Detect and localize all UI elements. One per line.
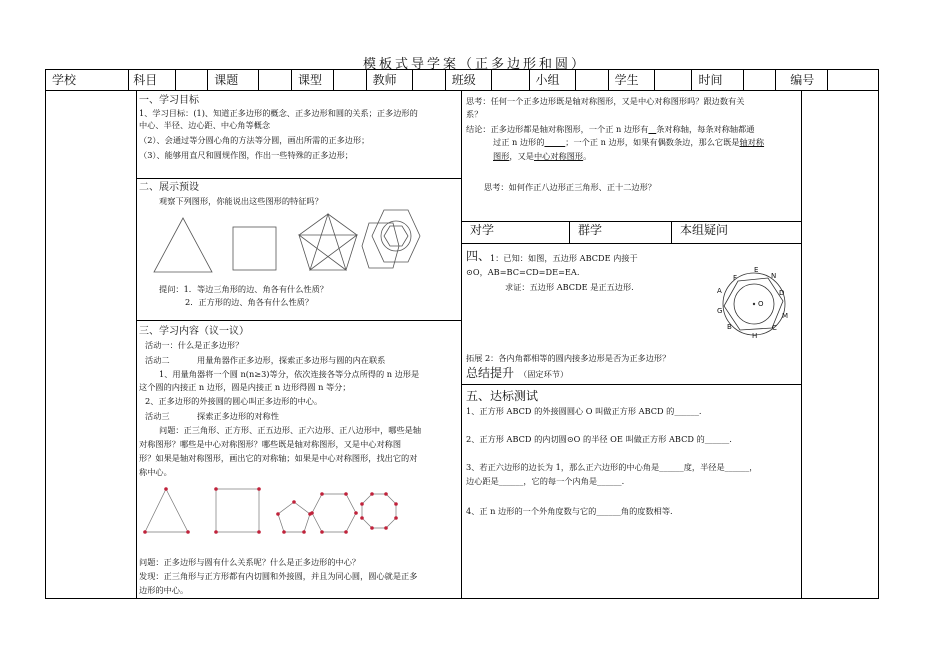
instruction-text: 观察下列图形，你能说出这些图形的特征吗？ bbox=[159, 196, 323, 206]
answer-underlined: 中心对称图形 bbox=[533, 151, 584, 161]
section-heading: 三、学习内容（议一议） bbox=[139, 326, 249, 337]
header-cell: 学生 bbox=[609, 70, 655, 90]
point-label: M bbox=[782, 312, 789, 320]
discovery-text: 发现：正三角形与正方形都有内切圆和外接圆，并且为同心圆，圆心就是正多 bbox=[139, 571, 418, 581]
conclusion-part: 。 bbox=[583, 151, 592, 161]
regular-polygons-figure bbox=[140, 484, 410, 540]
discussion-label: 对学 bbox=[470, 223, 495, 237]
header-cell: 课型 bbox=[292, 70, 334, 90]
test-question: 3、若正六边形的边长为 1，那么正六边形的中心角是______度，半径是______， bbox=[466, 462, 758, 472]
point-label: A bbox=[717, 287, 722, 295]
problem-text: ⊙O，AB=BC=CD=DE=EA. bbox=[466, 267, 580, 277]
question-text: 形？如果是轴对称图形，画出它的对称轴；如果是中心对称图形，找出它的对 bbox=[139, 453, 418, 463]
header-cell bbox=[828, 70, 878, 90]
grid-line bbox=[136, 320, 461, 321]
activity-label: 活动三 bbox=[145, 411, 170, 421]
activity-text: 1、用量角器将一个圆 n(n≥3)等分，依次连接各等分点所得的 n 边形是 bbox=[159, 369, 420, 379]
triangle-figure bbox=[154, 218, 212, 272]
hexagon-figure bbox=[370, 208, 424, 266]
problem-text: 1：已知：如图，五边形 ABCDE 内接于 bbox=[490, 253, 638, 263]
question-text: 问题：正三角形、正方形、正五边形、正六边形、正八边形中，哪些是轴 bbox=[159, 425, 422, 435]
question-text: 2．正方形的边、角各有什么性质？ bbox=[185, 297, 314, 307]
grid-line bbox=[461, 91, 462, 598]
header-cell bbox=[334, 70, 367, 90]
section-heading: 五、达标测试 bbox=[466, 389, 539, 403]
activity-text: 这个圆的内接正 n 边形，圆是内接正 n 边形得圆 n 等分； bbox=[139, 382, 351, 392]
objective-line: 1、学习目标：(1)、知道正多边形的概念、正多边形和圆的关系；正多边形的 bbox=[139, 108, 418, 118]
conclusion-text bbox=[493, 136, 764, 148]
answer-underlined: 轴对称 bbox=[739, 137, 765, 147]
grid-line bbox=[461, 384, 801, 385]
objective-line: （3）、能够用直尺和圆规作图，作出一些特殊的正多边形； bbox=[139, 150, 353, 160]
grid-line bbox=[461, 221, 801, 222]
header-cell: 班级 bbox=[446, 70, 492, 90]
grid-line bbox=[461, 243, 801, 244]
grid-line bbox=[136, 91, 137, 598]
header-cell bbox=[492, 70, 529, 90]
vertex-dots bbox=[143, 487, 398, 534]
point-label: E bbox=[754, 266, 759, 274]
summary-heading: 总结提升 bbox=[466, 366, 515, 380]
header-cell: 教师 bbox=[367, 70, 413, 90]
conclusion-part: 过正 n 边形的 bbox=[493, 137, 545, 147]
pentagon-star-figure bbox=[299, 214, 357, 270]
header-cell: 小组 bbox=[530, 70, 576, 90]
conclusion-part: 条对称轴，每条对称轴都通 bbox=[656, 124, 755, 134]
square-figure bbox=[233, 227, 276, 270]
header-cell: 科目 bbox=[129, 70, 175, 90]
discussion-label: 本组疑问 bbox=[680, 223, 729, 237]
summary-note: （固定环节） bbox=[519, 369, 569, 379]
activity-text: 用量角器作正多边形，探索正多边形与圆的内在联系 bbox=[197, 355, 386, 365]
activity-label: 活动二 bbox=[145, 355, 170, 365]
section-heading: 四、 bbox=[466, 249, 491, 263]
test-question: 4、正 n 边形的一个外角度数与它的______角的度数相等. bbox=[466, 506, 673, 516]
conclusion-part: 结论：正多边形都是轴对称图形，一个正 n 边形有 bbox=[466, 124, 649, 134]
section-heading: 二、展示预设 bbox=[139, 182, 199, 193]
header-cell bbox=[259, 70, 292, 90]
header-cell bbox=[655, 70, 692, 90]
extension-text: 拓展 2：各内角都相等的圆内接多边形是否为正多边形？ bbox=[466, 353, 671, 363]
page-title: 模板式导学案（正多边形和圆） bbox=[362, 57, 587, 72]
preview-figures bbox=[148, 210, 388, 280]
thinking-text: 思考：任何一个正多边形既是轴对称图形，又是中心对称图形吗？跟边数有关 bbox=[466, 96, 745, 106]
point-label: H bbox=[752, 332, 758, 340]
discovery-text: 边形的中心。 bbox=[139, 585, 189, 595]
header-cell: 编号 bbox=[776, 70, 828, 90]
test-question: 边心距是______，它的每一个内角是______. bbox=[466, 476, 625, 486]
grid-line bbox=[801, 91, 802, 598]
header-cell: 课题 bbox=[208, 70, 259, 90]
header-cell bbox=[176, 70, 209, 90]
thinking-text: 系？ bbox=[466, 109, 483, 119]
discussion-label: 群学 bbox=[578, 223, 603, 237]
activity-text: 活动一：什么是正多边形？ bbox=[145, 340, 244, 350]
objective-line: （2）、会通过等分圆心角的方法等分圆，画出所需的正多边形； bbox=[139, 135, 370, 145]
center-point bbox=[753, 303, 755, 305]
activity-text: 2、正多边形的外接圆的圆心叫正多边形的中心。 bbox=[145, 396, 323, 406]
point-label: D bbox=[779, 289, 785, 297]
grid-line bbox=[136, 178, 461, 179]
header-cell: 学校 bbox=[46, 70, 129, 90]
activity-text: 探索正多边形的对称性 bbox=[197, 411, 279, 421]
point-label: F bbox=[733, 274, 738, 282]
point-label: G bbox=[717, 307, 723, 315]
test-question: 1、正方形 ABCD 的外接圆圆心 O 叫做正方形 ABCD 的______. bbox=[466, 406, 702, 416]
header-cell bbox=[576, 70, 609, 90]
objective-line: 中心、半径、边心距、中心角等概念 bbox=[139, 120, 271, 130]
conclusion-part: ，又是 bbox=[509, 151, 534, 161]
header-cell: 时间 bbox=[692, 70, 743, 90]
point-label: C bbox=[772, 324, 777, 332]
section-heading: 一、学习目标 bbox=[139, 95, 199, 106]
answer-underlined: 图形 bbox=[493, 151, 510, 161]
problem-text: 求证：五边形 ABCDE 是正五边形. bbox=[505, 282, 634, 292]
conclusion-text bbox=[466, 123, 755, 135]
test-question: 2、正方形 ABCD 的内切圆⊙O 的半径 OE 叫做正方形 ABCD 的______. bbox=[466, 434, 732, 444]
point-label: O bbox=[758, 300, 764, 308]
point-label: N bbox=[771, 272, 777, 280]
grid-line bbox=[671, 221, 672, 243]
blank bbox=[544, 137, 565, 147]
thinking-text: 思考：如何作正八边形正三角形、正十二边形？ bbox=[484, 182, 656, 192]
point-label: B bbox=[727, 323, 732, 331]
header-cell bbox=[744, 70, 777, 90]
header-row bbox=[45, 69, 879, 91]
question-text: 提问：1．等边三角形的边、角各有什么性质？ bbox=[159, 284, 328, 294]
question-text: 称中心。 bbox=[139, 467, 172, 477]
header-cell bbox=[413, 70, 446, 90]
question-text: 问题：正多边形与圆有什么关系呢？什么是正多边形的中心？ bbox=[139, 557, 361, 567]
conclusion-text bbox=[493, 150, 591, 162]
conclusion-part: ；一个正 n 边形，如果有偶数条边，那么它既是 bbox=[565, 137, 740, 147]
grid-line bbox=[569, 221, 570, 243]
question-text: 对称图形？哪些是中心对称图形？哪些既是轴对称图形，又是中心对称图 bbox=[139, 439, 402, 449]
